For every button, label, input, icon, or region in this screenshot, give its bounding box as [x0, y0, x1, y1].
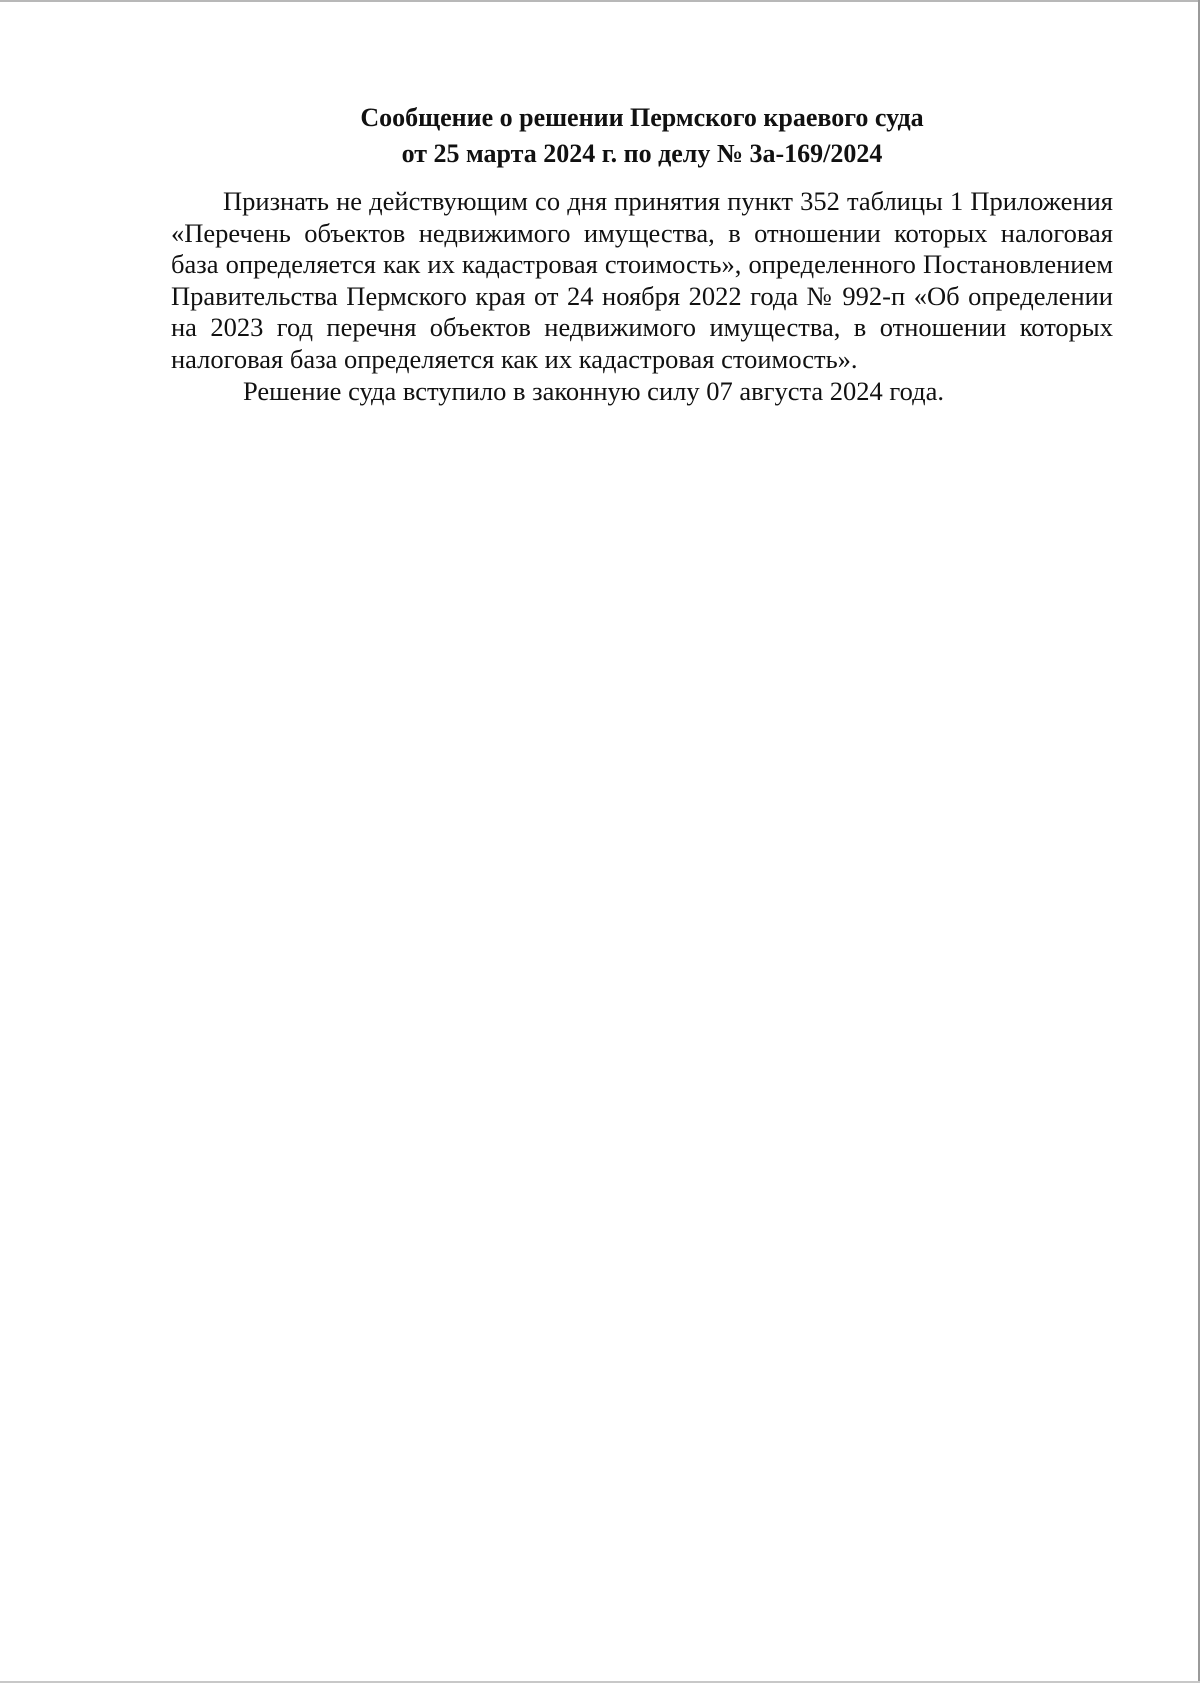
document-title	[171, 100, 1113, 172]
document-body	[171, 100, 1113, 407]
title-line-2: от 25 марта 2024 г. по делу № 3а-169/2024	[401, 139, 883, 168]
title-line-1: Сообщение о решении Пермского краевого суда	[360, 103, 924, 132]
scan-edge-top	[0, 0, 1200, 2]
ruling-paragraph: Признать не действующим со дня принятия пункт 352 таблицы 1 Приложения «Перечень объектов недвижимого имущества, в отношении которых налоговая база определяется как их кадастровая стоимость», определенного Постановлением Правительства Пермского края от 24 ноября 2022 года № 992-п «Об определении на 2023 год перечня объектов недвижимого имущества, в отношении которых налоговая база определяется как их кадастровая стоимость».	[171, 186, 1113, 374]
effective-date-paragraph: Решение суда вступило в законную силу 07 августа 2024 года.	[243, 375, 944, 406]
